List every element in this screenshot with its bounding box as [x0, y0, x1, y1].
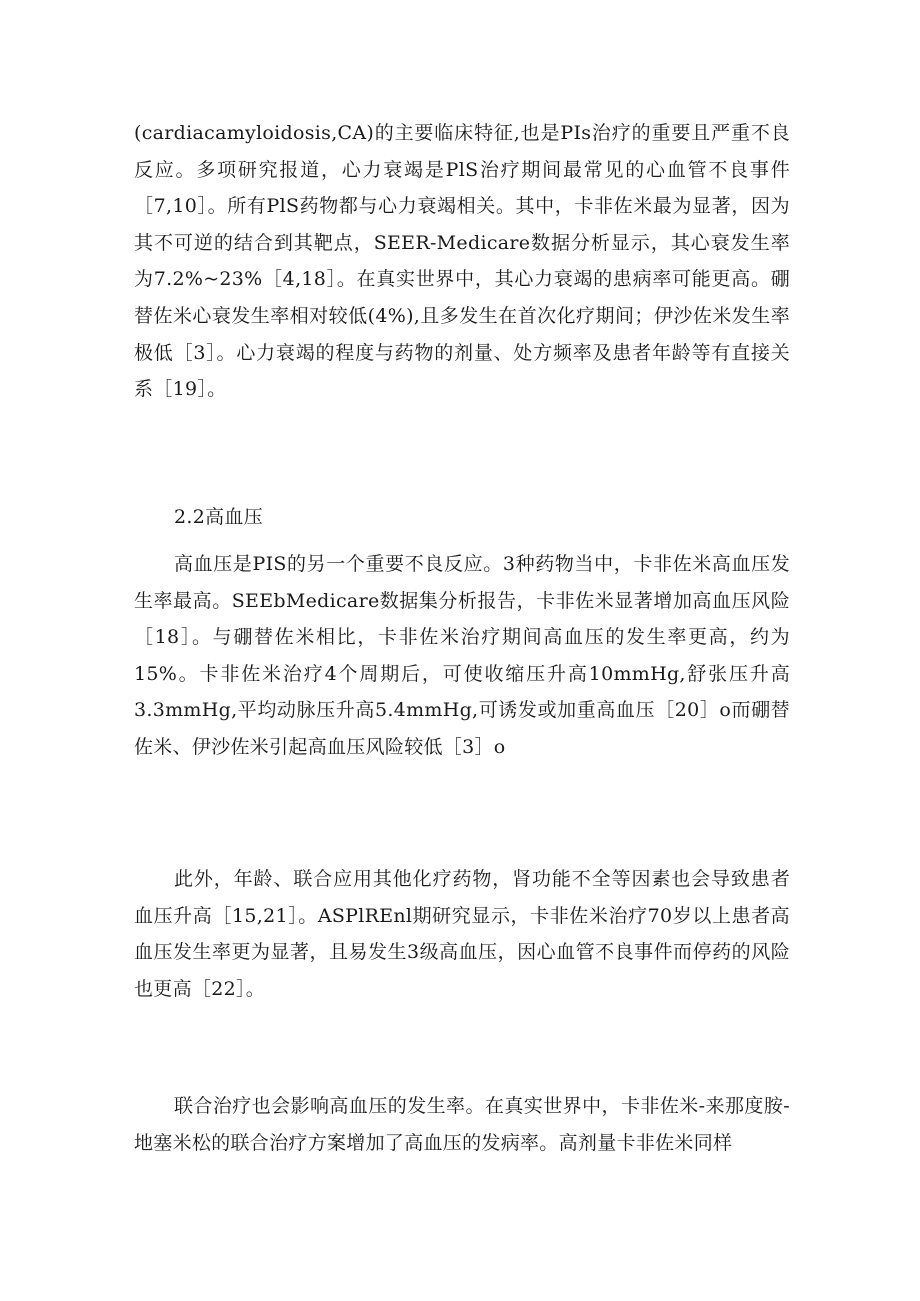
section-heading-hypertension: 2.2高血压	[174, 506, 264, 528]
paragraph-heart-failure: (cardiacamyloidosis,CA)的主要临床特征,也是PIs治疗的重要且严重不良反应。多项研究报道，心力衰竭是PlS治疗期间最常见的心血管不良事件［7,10］。所有PlS药物都与心力衰竭相关。其中，卡非佐米最为显著，因为其不可逆的结合到其靶点，SEER-Medicare数据分析显示，其心衰发生率为7.2%~23%［4,18］。在真实世界中，其心力衰竭的患病率可能更高。硼替佐米心衰发生率相对较低(4%),且多发生在首次化疗期间；伊沙佐米发生率极低［3］。心力衰竭的程度与药物的剂量、处方频率及患者年龄等有直接关系［19］。	[134, 122, 790, 401]
paragraph-hypertension-overview: 高血压是PIS的另一个重要不良反应。3种药物当中，卡非佐米高血压发生率最高。SEEbMedicare数据集分析报告，卡非佐米显著增加高血压风险［18］。与硼替佐米相比，卡非佐米治疗期间高血压的发生率更高，约为15%。卡非佐米治疗4个周期后，可使收缩压升高10mmHg,舒张压升高3.3mmHg,平均动脉压升高5.4mmHg,可诱发或加重高血压［20］o而硼替佐米、伊沙佐米引起高血压风险较低［3］o	[134, 553, 790, 758]
paragraph-hypertension-risk-factors: 此外，年龄、联合应用其他化疗药物，肾功能不全等因素也会导致患者血压升高［15,21］。ASPlREnl期研究显示，卡非佐米治疗70岁以上患者高血压发生率更为显著，且易发生3级高血压，因心血管不良事件而停药的风险也更高［22］。	[134, 868, 790, 1000]
paragraph-combination-therapy: 联合治疗也会影响高血压的发生率。在真实世界中，卡非佐米-来那度胺-地塞米松的联合治疗方案增加了高血压的发病率。高剂量卡非佐米同样	[134, 1095, 790, 1154]
